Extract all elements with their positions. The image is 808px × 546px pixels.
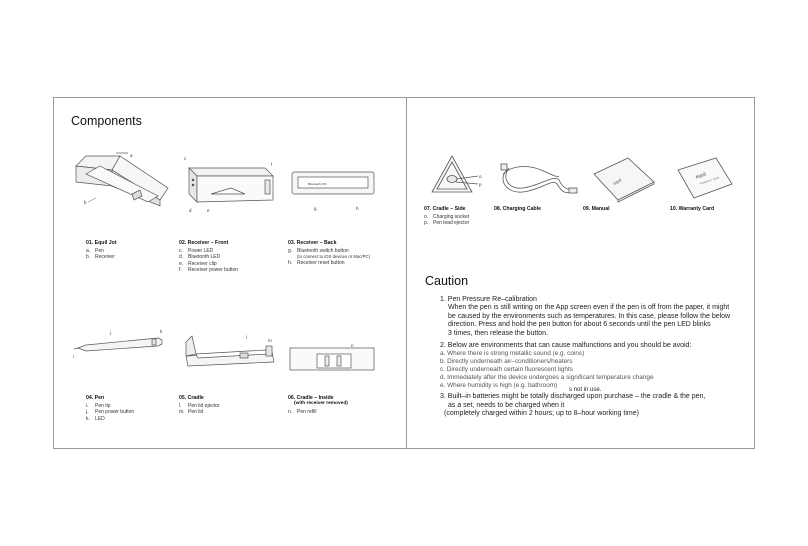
pen-illustration — [72, 326, 172, 360]
caution-section: 1. Pen Pressure Re–calibration When the pen is still writing on the App screen even if the pen is off from the paper, it might be caused by the environments such as temperatures. In this case, please follow the below direction. Press and hold the pen button for about 6 seconds until the pen LED blinks 3 times, then release the button. 2. Below are environments that can cause malfunctions and you should be avoid: a. Where there is strong metallic sound (e.g. coins) b. Directly underneath air–conditioners/heaters c. Directly underneath certain fluorescent lights d. Immediately after the device undergoes a significant temperature change e. Where humidity is high (e.g. bathroom) 3. Built–in batteries might be totally discharged upon purchase – the cradle & the pen, as a set, needs to be charged when it (completely charged within 2 hours; up to 8–hour working time) — [440, 296, 760, 419]
charging-cable-illustration — [497, 156, 581, 204]
cradle-illustration — [180, 332, 280, 376]
warranty-brand-text: equil — [694, 171, 707, 181]
callout-f: f — [271, 162, 273, 167]
caution-heading-2: 2. Below are environments that can cause malfunctions and you should be avoid: — [440, 342, 692, 350]
cradle-side-illustration — [428, 152, 488, 200]
callout-m: m — [268, 338, 272, 343]
component-item: 03. Receiver – Back g. Bluetooth switch button (to connect to iOS devices or Mac/PC) h. Receiver reset button — [288, 240, 371, 266]
caution-heading-3: 3. Built–in batteries might be totally discharged upon purchase – the cradle & the pen, — [440, 393, 706, 401]
page-divider — [406, 97, 407, 449]
equil-jot-illustration — [72, 148, 182, 214]
callout-a: a — [130, 153, 133, 158]
callout-p: p — [479, 182, 482, 187]
caution-title: Caution — [425, 274, 469, 288]
warranty-card-illustration — [674, 154, 736, 204]
component-item: 08. Charging Cable — [494, 206, 541, 212]
callout-c: c — [184, 156, 187, 161]
callout-e: e — [207, 208, 210, 213]
component-item: 02. Receiver – Front c. Power LED d. Bluetooth LED e. Receiver clip f. Receiver power button — [179, 240, 239, 273]
receiver-back-illustration — [288, 168, 378, 216]
callout-j: j — [110, 330, 111, 335]
callout-n: n — [351, 343, 354, 348]
receiver-back-label: Bluetooth iOS — [308, 182, 327, 186]
manual-brand-text: equil — [612, 177, 623, 186]
component-item: 05. Cradle l. Pen lid ejector m. Pen lid — [179, 395, 220, 416]
component-item: 06. Cradle – Inside (with receiver removed) n. Pen refill — [288, 395, 348, 416]
manual-illustration — [590, 152, 658, 204]
cradle-inside-illustration — [287, 340, 377, 374]
component-item: 07. Cradle – Side o. Charging socket p. Pen lead ejector — [424, 206, 470, 227]
callout-d: d — [189, 208, 192, 213]
component-item: 04. Pen i. Pen tip j. Pen power button k. LED — [86, 395, 135, 422]
component-item: 10. Warranty Card — [670, 206, 715, 212]
component-item: 01. Equil Jot a. Pen b. Receiver — [86, 240, 117, 261]
callout-l: l — [246, 335, 247, 340]
warranty-card-subtext: WARRANTY CARD — [699, 177, 720, 186]
callout-i: i — [73, 354, 74, 359]
callout-g: g — [314, 206, 317, 211]
callout-o: o — [479, 174, 482, 179]
callout-k: k — [160, 329, 163, 334]
components-title: Components — [71, 114, 142, 128]
callout-h: h — [356, 206, 359, 211]
caution-heading-1: 1. Pen Pressure Re–calibration — [440, 296, 537, 303]
not-in-use-note: s not in use. — [569, 387, 602, 393]
callout-b: b — [84, 200, 87, 205]
receiver-front-illustration — [181, 154, 281, 216]
component-item: 09. Manual — [583, 206, 610, 212]
